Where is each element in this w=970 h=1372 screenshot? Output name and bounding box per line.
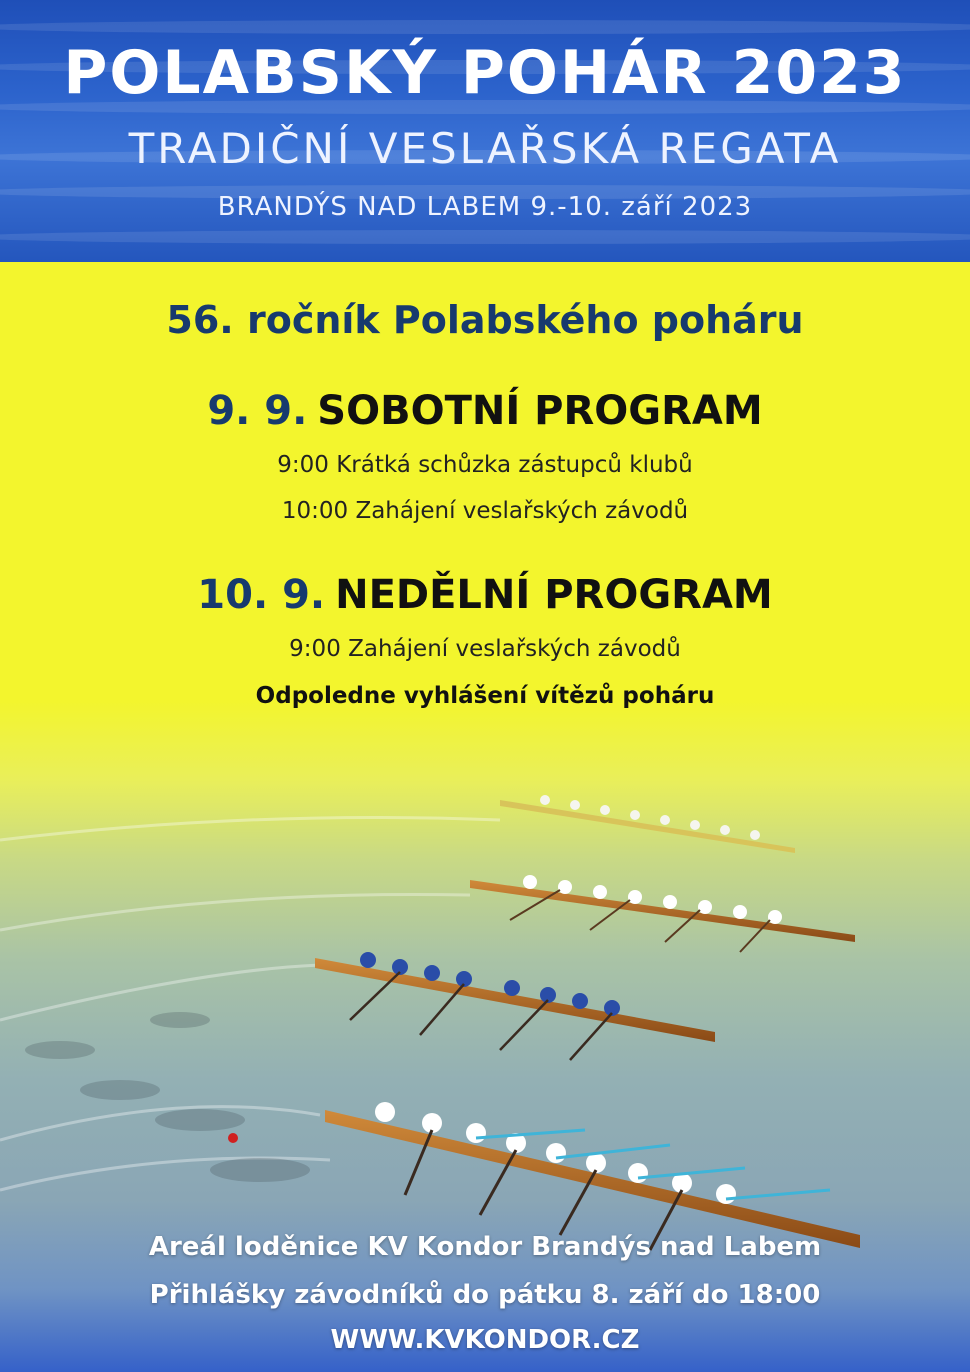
saturday-item-2: 10:00 Zahájení veslařských závodů (281, 498, 689, 524)
sunday-date: 10. 9. (197, 572, 326, 618)
saturday-date: 9. 9. (207, 388, 308, 434)
venue-line: Areál loděnice KV Kondor Brandýs nad Labem (148, 1232, 822, 1262)
saturday-heading (0, 388, 970, 434)
poster-title: POLABSKÝ POHÁR 2023 (63, 38, 907, 108)
sunday-item-2: Odpoledne vyhlášení vítězů poháru (255, 683, 715, 709)
sunday-title: NEDĚLNÍ PROGRAM (335, 572, 773, 618)
registration-line: Přihlášky závodníků do pátku 8. září do 18:00 (149, 1280, 821, 1310)
saturday-title: SOBOTNÍ PROGRAM (317, 388, 763, 434)
boat-1 (500, 795, 795, 853)
boat-4 (228, 1102, 860, 1250)
sunday-heading (0, 572, 970, 618)
poster-subtitle: TRADIČNÍ VESLAŘSKÁ REGATA (128, 124, 842, 173)
boat-3 (315, 952, 715, 1060)
rowing-boats-illustration (0, 720, 970, 1320)
header-water-banner (0, 0, 970, 262)
sunday-item-1: 9:00 Zahájení veslařských závodů (289, 636, 681, 662)
boat-2 (470, 875, 855, 952)
saturday-item-1: 9:00 Krátká schůzka zástupců klubů (277, 452, 693, 478)
edition-heading: 56. ročník Polabského poháru (166, 298, 804, 342)
website-line[interactable]: WWW.KVKONDOR.CZ (330, 1325, 640, 1355)
event-dateline: BRANDÝS NAD LABEM 9.-10. září 2023 (217, 192, 753, 222)
